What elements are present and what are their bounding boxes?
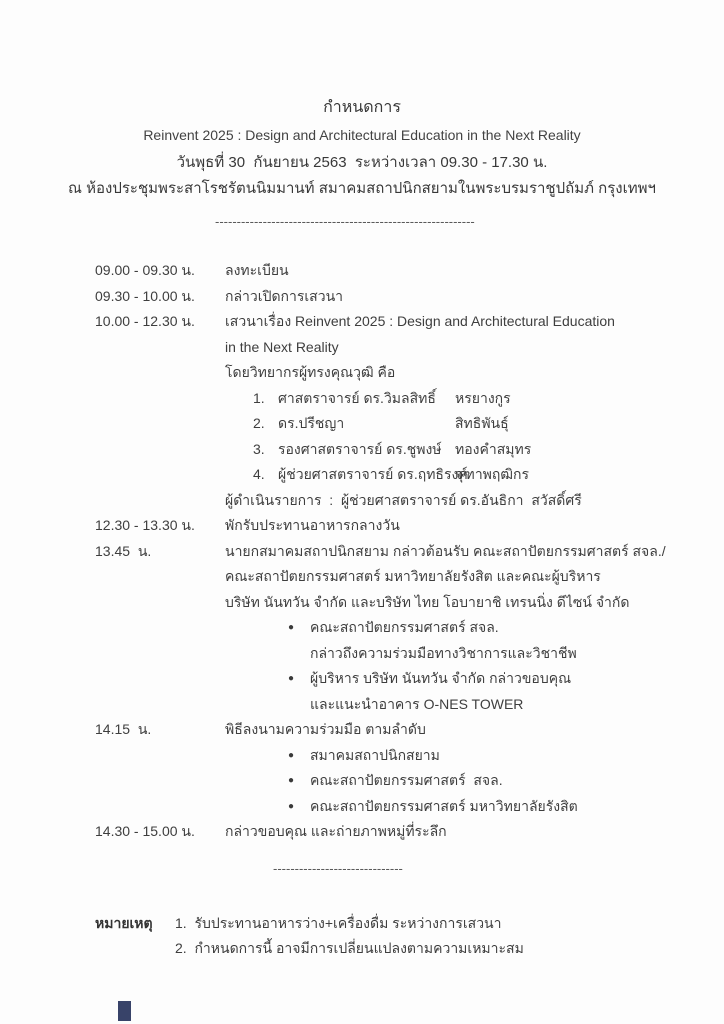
bullet-icon: ●: [288, 800, 295, 812]
speaker-surname: หรยางกูร: [455, 389, 511, 406]
schedule-row: [0, 284, 724, 310]
speaker-name: ดร.ปรีชญา: [278, 415, 345, 431]
speaker-number: 4.: [253, 466, 265, 482]
schedule-row: [0, 258, 724, 284]
time-label: 10.00 - 12.30 น.: [95, 313, 195, 329]
schedule-row: [0, 539, 724, 718]
mid-separator: ------------------------------: [273, 862, 403, 875]
scan-artifact: [118, 1001, 131, 1021]
speaker-name: ศาสตราจารย์ ดร.วิมลสิทธิ์: [278, 389, 436, 406]
speaker-number: 2.: [253, 415, 265, 431]
activity-line: กล่าวขอบคุณ และถ่ายภาพหมู่ที่ระลึก: [225, 823, 447, 839]
activity-line: บริษัท นันทวัน จำกัด และบริษัท ไทย โอบายาชิ เทรนนิ่ง ดีไซน์ จำกัด: [225, 593, 630, 610]
activity-line: นายกสมาคมสถาปนิกสยาม กล่าวต้อนรับ คณะสถาปัตยกรรมศาสตร์ สจล./: [225, 542, 666, 559]
activity-line: คณะสถาปัตยกรรมศาสตร์ มหาวิทยาลัยรังสิต และคณะผู้บริหาร: [225, 568, 601, 584]
speaker-surname: สิทธิพันธุ์: [455, 415, 509, 431]
event-title: Reinvent 2025 : Design and Architectural Education in the Next Reality: [143, 127, 581, 143]
speaker-name: รองศาสตราจารย์ ดร.ชูพงษ์: [278, 440, 442, 457]
bullet-icon: ●: [288, 749, 295, 761]
speaker-row: [225, 437, 724, 463]
moderator-line: ผู้ดำเนินรายการ : ผู้ช่วยศาสตราจารย์ ดร.อันธิกา สวัสดิ์ศรี: [225, 491, 582, 508]
activity-line: in the Next Reality: [225, 338, 339, 355]
schedule-row: [0, 513, 724, 539]
event-datetime: วันพุธที่ 30 กันยายน 2563 ระหว่างเวลา 09.30 - 17.30 น.: [176, 154, 548, 171]
page-title: กำหนดการ: [323, 99, 401, 116]
bullet-icon: ●: [288, 775, 295, 786]
bullet-item: [225, 794, 724, 820]
document-header: [0, 0, 724, 202]
speaker-row: [225, 386, 724, 412]
bullet-item: [225, 768, 724, 794]
time-label: 12.30 - 13.30 น.: [95, 517, 195, 533]
time-label: 09.30 - 10.00 น.: [95, 287, 195, 304]
bullet-icon: ●: [288, 673, 295, 684]
bullet-text: สมาคมสถาปนิกสยาม: [310, 746, 440, 763]
bullet-text: กล่าวถึงความร่วมมือทางวิชาการและวิชาชีพ: [310, 644, 577, 661]
schedule-row: [0, 819, 724, 845]
speaker-row: [225, 462, 724, 488]
bullet-text: คณะสถาปัตยกรรมศาสตร์ มหาวิทยาลัยรังสิต: [310, 797, 578, 814]
header-separator: ------------------------------------------------------------: [215, 216, 475, 228]
event-venue: ณ ห้องประชุมพระสาโรชรัตนนิมมานท์ สมาคมสถาปนิกสยามในพระบรมราชูปถัมภ์ กรุงเทพฯ: [68, 180, 656, 197]
bullet-item: [225, 666, 724, 717]
note-item: 2. กำหนดการนี้ อาจมีการเปลี่ยนแปลงตามความเหมาะสม: [175, 940, 524, 956]
bullet-icon: ●: [288, 622, 295, 633]
speaker-name: ผู้ช่วยศาสตราจารย์ ดร.ฤทธิรงค์: [278, 466, 468, 482]
bullet-item: [225, 615, 724, 666]
speaker-number: 3.: [253, 440, 265, 457]
time-label: 14.30 - 15.00 น.: [95, 823, 195, 839]
bullet-text: คณะสถาปัตยกรรมศาสตร์ สจล.: [310, 772, 503, 788]
note-item: 1. รับประทานอาหารว่าง+เครื่องดื่ม ระหว่างการเสวนา: [175, 914, 502, 931]
speaker-surname: จุฑาพฤฒิกร: [455, 466, 530, 482]
activity-line: ลงทะเบียน: [225, 262, 289, 278]
speaker-number: 1.: [253, 389, 265, 406]
speaker-row: [225, 411, 724, 437]
time-label: 13.45 น.: [95, 542, 152, 559]
bullet-text: คณะสถาปัตยกรรมศาสตร์ สจล.: [310, 619, 499, 635]
time-label: 14.15 น.: [95, 721, 152, 737]
activity-line: กล่าวเปิดการเสวนา: [225, 287, 344, 304]
speaker-surname: ทองคำสมุทร: [455, 440, 532, 457]
bullet-text: ผู้บริหาร บริษัท นันทวัน จำกัด กล่าวขอบคุณ: [310, 670, 572, 686]
activity-line: โดยวิทยากรผู้ทรงคุณวุฒิ คือ: [225, 364, 396, 380]
time-label: 09.00 - 09.30 น.: [95, 262, 195, 278]
schedule-row: [0, 309, 724, 513]
activity-line: พักรับประทานอาหารกลางวัน: [225, 517, 400, 533]
schedule-row: [0, 717, 724, 819]
bullet-item: [225, 743, 724, 769]
activity-line: พิธีลงนามความร่วมมือ ตามลำดับ: [225, 721, 426, 737]
activity-line: เสวนาเรื่อง Reinvent 2025 : Design and Architectural Education: [225, 313, 615, 329]
bullet-text: และแนะนำอาคาร O-NES TOWER: [310, 695, 524, 712]
notes-label: หมายเหตุ: [95, 914, 153, 931]
notes-section: [0, 911, 724, 962]
schedule-list: [0, 258, 724, 845]
